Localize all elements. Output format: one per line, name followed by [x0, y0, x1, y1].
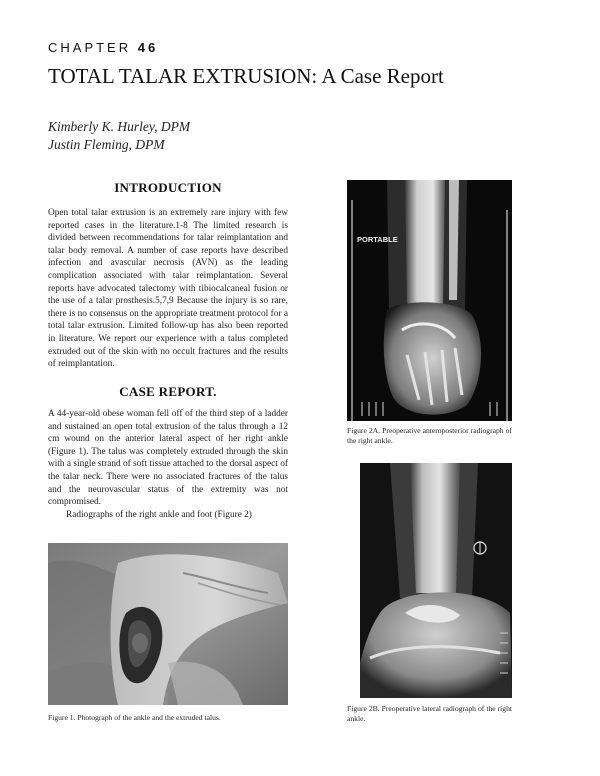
chapter-label	[48, 40, 158, 55]
lateral-radiograph-illustration	[360, 463, 512, 698]
figure-1-caption: Figure 1. Photograph of the ankle and the extruded talus.	[48, 713, 221, 722]
figure-1-photograph	[48, 543, 288, 705]
author-name: Justin Fleming, DPM	[48, 137, 165, 152]
ap-radiograph-illustration	[347, 180, 512, 421]
case-report-body	[48, 408, 288, 521]
ankle-photo-illustration	[48, 543, 288, 705]
figure-2b-caption: Figure 2B. Preoperative lateral radiograph of the right ankle.	[347, 704, 512, 723]
introduction-heading: INTRODUCTION	[114, 180, 222, 195]
portable-label: PORTABLE	[357, 235, 398, 244]
case-report-paragraph: Radiographs of the right ankle and foot (Figure 2)	[66, 509, 252, 520]
case-report-heading: CASE REPORT.	[119, 384, 217, 399]
chapter-word: CHAPTER	[48, 40, 132, 55]
figure-2b-radiograph	[360, 463, 512, 698]
chapter-number: 46	[137, 40, 159, 55]
author-name: Kimberly K. Hurley, DPM	[48, 119, 191, 134]
page-title: TOTAL TALAR EXTRUSION: A Case Report	[48, 64, 444, 88]
introduction-paragraph: Open total talar extrusion is an extremely rare injury with few reported cases in the literature.1-8 The limited research is divided between recommendations for talar reimplantation and talar body removal. A number of case reports have described infection and avascular necrosis (AVN) as the leading complication associated with talar reimplantation. Several reports have advocated talectomy with tibiocalcaneal fusion or the use of a talar prosthesis.5,7,9 Because the injury is so rare, there is no consensus on the appropriate treatment protocol for a total talar extrusion. Limited follow-up has also been reported in literature. We report our experience with a talus completed extruded out of the skin with no occult fractures and the results of reimplantation.	[48, 208, 288, 370]
figure-2a-caption: Figure 2A. Preoperative anteroposterior radiograph of the right ankle.	[347, 426, 512, 445]
figure-2a-radiograph	[347, 180, 512, 421]
introduction-body	[48, 207, 288, 371]
case-report-paragraph: A 44-year-old obese woman fell off of the third step of a ladder and sustained an open total extrusion of the talus through a 12 cm wound on the anterior lateral aspect of her right ankle (Figure 1). The talus was completely extruded through the skin with a single strand of soft tissue attached to the dorsal aspect of the talar neck. There were no associated fractures of the talus and the neurovascular status of the extremity was not compromised.	[48, 409, 288, 508]
author-list	[48, 118, 190, 154]
